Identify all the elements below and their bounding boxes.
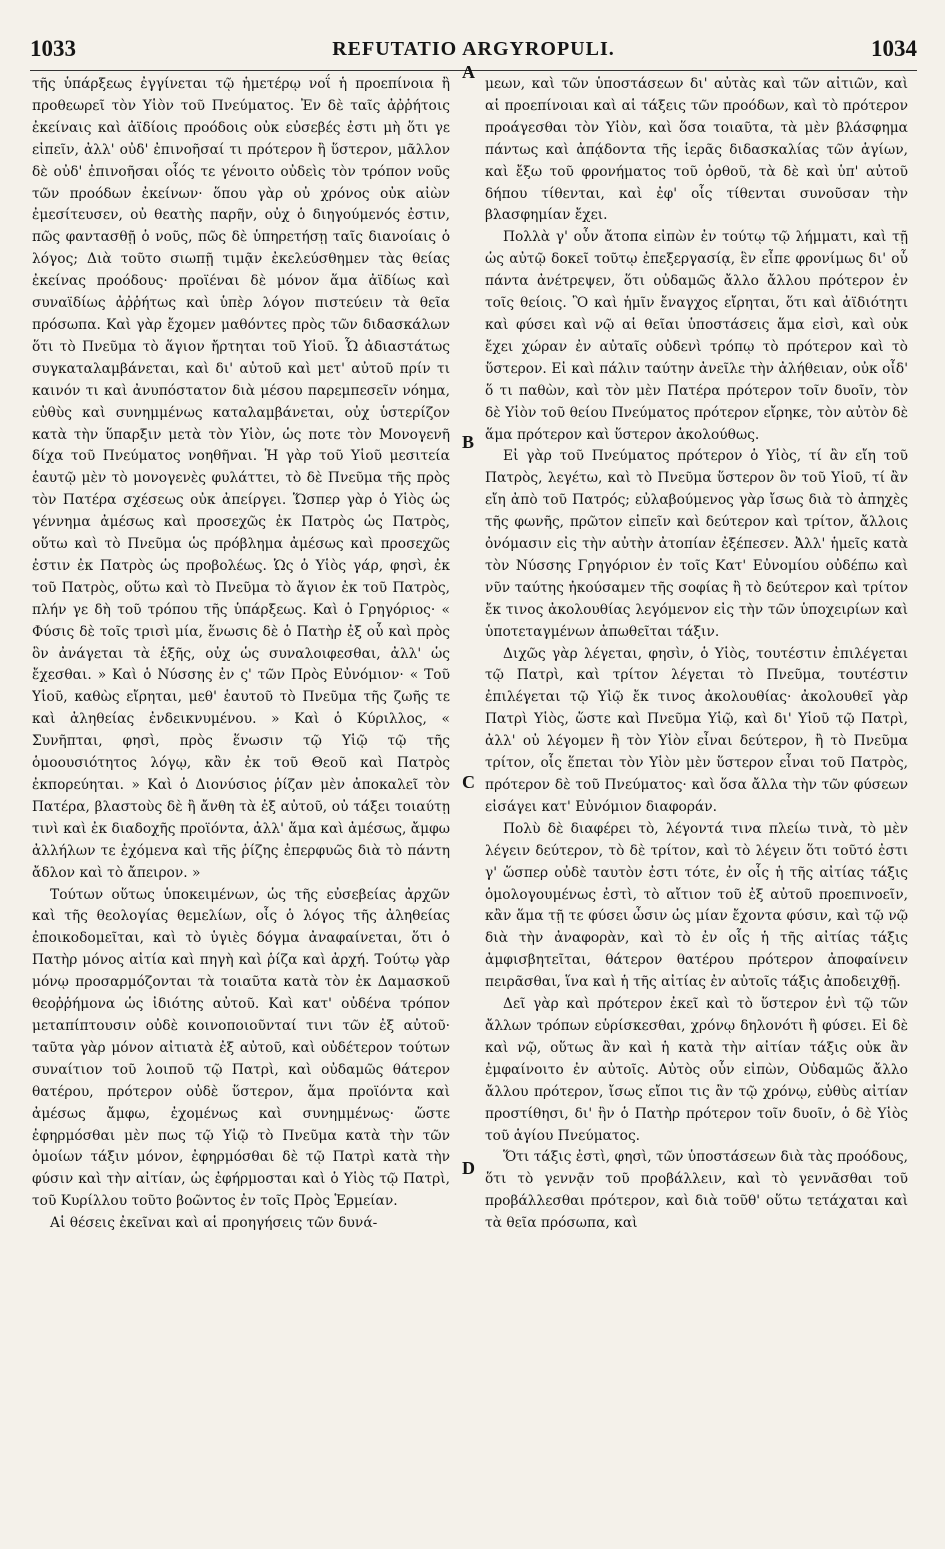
paragraph: Αἱ θέσεις ἐκεῖναι καὶ αἱ προηγήσεις τῶν δυνά- [50, 1215, 378, 1232]
page-number-left: 1033 [30, 36, 76, 61]
section-marker-b: B [462, 432, 475, 452]
paragraph: μεων, καὶ τῶν ὑποστάσεων δι' αὐτὰς καὶ τῶν αἰτιῶν, καὶ αἱ προεπίνοιαι καὶ αἱ τάξεις τῶν προόδων, καὶ τὸ πρότερον προάγεσθαι τὸν Υἱὸν, καὶ ὅσα τοιαῦτα, τὰ μὲν βλάσφημα πάντως καὶ ἀπᾴδοντα τῆς ἱερᾶς διδασκαλίας τῶν ἁγίων, καὶ ἔξω τοῦ φρονήματος τοῦ ὀρθοῦ, τὰ δὲ καὶ ὑπ' αὐτοῦ δήπου τίθενται, καὶ ἐφ' οἷς τίθενται συνοῦσαν τὴν βλασφημίαν ἔχει. [485, 76, 908, 224]
left-column [32, 74, 450, 1539]
paragraph: Τούτων οὕτως ὑποκειμένων, ὡς τῆς εὐσεβείας ἀρχῶν καὶ τῆς θεολογίας θεμελίων, οἷς ὁ λόγος τῆς ἀληθείας ἐποικοδομεῖται, καὶ τὸ ὑγιὲς δόγμα ἀναφαίνεται, ὅτι ὁ Πατὴρ μόνος αἰτία καὶ πηγὴ καὶ ῥίζα καὶ ἀρχή. Τούτῳ γὰρ μόνῳ προσαρμόζονται τὰ τοιαῦτα κατὰ τὸν ἐκ Δαμασκοῦ θεοῤῥήμονα ὡς ἰδιότης αὐτοῦ. Καὶ κατ' οὐδένα τρόπον μεταπίπτουσιν οὐδὲ κοινοποιοῦνταί τινι τῶν ἐξ αὐτοῦ· ταῦτα γὰρ μόνον αἰτιατὰ ἐξ αὐτοῦ, καὶ οὐδέτερον τούτων συναίτιον τοῦ λοιποῦ τῷ Πατρὶ, καὶ οὐδαμῶς θάτερον θατέρου, πρότερον οὐδὲ ὕστερον, ἅμα προϊόντα καὶ ἀμέσως ἄμφω, ἐχομένως καὶ συνημμένως· ὥστε ἐφηρμόσθαι μὲν πως τῷ Υἱῷ τὸ Πνεῦμα κατὰ τὴν τῶν ὁμοίων τάξιν μόνον, ἐφηρμόσθαι δὲ τῷ Πατρὶ κατὰ τὴν φύσιν καὶ τὴν αἰτίαν, ὡς ἐφήρμοσται καὶ ὁ Υἱὸς τῷ Πατρὶ, τοῦ Κυρίλλου τοῦτο βοῶντος ἐν τοῖς Πρὸς Ἑρμείαν. [32, 886, 450, 1210]
page-number-right: 1034 [871, 36, 917, 61]
right-column [485, 74, 908, 1539]
paragraph: Ὅτι τάξις ἐστὶ, φησὶ, τῶν ὑποστάσεων διὰ τὰς προόδους, ὅτι τὸ γεννᾷν τοῦ προβάλλειν, καὶ τὸ γεννᾶσθαι τοῦ προβάλλεσθαι πρότερον, καὶ διὰ τοῦθ' οὕτω τετάχαται καὶ τὰ θεῖα πρόσωπα, καὶ [485, 1149, 908, 1232]
running-title: REFUTATIO ARGYROPULI. [332, 38, 615, 60]
paragraph: τῆς ὑπάρξεως ἐγγίνεται τῷ ἡμετέρῳ νοΐ ἡ προεπίνοια ἢ προθεωρεῖ τὸν Υἱὸν τοῦ Πνεύματος. Ἐν δὲ ταῖς ἀῤῥήτοις ἐκείναις καὶ ἀϊδίοις προόδοις οὐκ εὐσεβές ἐστι μὴ ὅτι γε εἰπεῖν, ἀλλ' οὐδ' ἐπινοῆσαί τι πρότερον ἢ ὕστερον, μᾶλλον δὲ οὐδ' ἐπινοῆσαι οἷός τε γένοιτο οὐδεὶς τὸν τρόπον νοῦς τῶν προόδων ἐκείνων· ὅπου γὰρ οὐ χρόνος οὐκ αἰὼν ἐμεσίτευσεν, οὐ θεατὴς παρῆν, οὐχ ὁ διηγούμενός ἐστιν, πῶς φαντασθῇ ὁ νοῦς, πῶς δὲ ὑπηρετήσῃ ταῖς διανοίαις ὁ λόγος; Διὰ τοῦτο σιωπῇ τιμᾷν ἐκελεύσθημεν τὰς θείας ἐκείνας προόδους· προϊέναι δὲ μόνον ἅμα ἀϊδίως καὶ συναϊδίως ἀῤῥήτως καὶ ὑπὲρ λόγον πιστεύειν τὰ θεῖα πρόσωπα. Καὶ γὰρ ἔχομεν μαθόντες πρὸς τῶν διδασκάλων ὅτι τὸ Πνεῦμα τὸ ἅγιον ἤρτηται τοῦ Υἱοῦ. Ὧ ἀδιαστάτως συγκαταλαμβάνεται, καὶ δι' αὐτοῦ καὶ μετ' αὐτοῦ πρίν τι καινόν τι καὶ ἀνυπόστατον διὰ μέσου παρεμπεσεῖν νόημα, εὐθὺς καὶ συνημμένως καταλαμβάνεται, οὐχ ὑστερίζον κατὰ τὴν ὕπαρξιν μετὰ τὸν Υἱὸν, ὡς ποτε τὸν Μονογενῆ δίχα τοῦ Πνεύματος νοηθῆναι. Ἡ γὰρ τοῦ Υἱοῦ μεσιτεία ἑαυτῷ μὲν τὸ μονογενὲς φυλάττει, τὸ δὲ Πνεῦμα τῆς πρὸς τὸν Πατέρα σχέσεως οὐκ ἀπείργει. Ὥσπερ γὰρ ὁ Υἱὸς ὡς γέννημα ἀμέσως καὶ προσεχῶς ἐκ Πατρὸς ὡς Πατρὸς, οὕτω καὶ τὸ Πνεῦμα ὡς πρόβλημα ἀμέσως καὶ προσεχῶς ἐστιν ἐκ Πατρὸς ὡς προβολέως. Ὡς ὁ Υἱὸς γάρ, φησὶ, ἐκ τοῦ Πατρὸς, οὕτω καὶ τὸ Πνεῦμα τὸ ἅγιον ἐκ τοῦ Πατρὸς, πλήν γε δὴ τοῦ τρόπου τῆς ὑπάρξεως. Καὶ ὁ Γρηγόριος· « Φύσις δὲ τοῖς τρισὶ μία, ἕνωσις δὲ ὁ Πατὴρ ἐξ οὗ καὶ πρὸς ὃν ἀνάγεται τὰ ἑξῆς, οὐχ ὡς συναλοιφεσθαι, ἀλλ' ὡς ἔχεσθαι. » Καὶ ὁ Νύσσης ἐν ς' τῶν Πρὸς Εὐνόμιον· « Τοῦ Υἱοῦ, καθὼς εἴρηται, μεθ' ἑαυτοῦ τὸ Πνεῦμα τῆς ζωῆς τε καὶ ἀληθείας ἐνδεικνυμένου. » Καὶ ὁ Κύριλλος, « Συνῆπται, φησὶ, πρὸς ἕνωσιν τῷ Υἱῷ τῷ τῆς ὁμοουσιότητος λόγῳ, κἂν ἐκ τοῦ Θεοῦ καὶ Πατρὸς ἐκπορεύηται. » Καὶ ὁ Διονύσιος ῥίζαν μὲν ἀποκαλεῖ τὸν Πατέρα, βλαστοὺς δὲ ἢ ἄνθη τὰ ἐξ αὐτοῦ, οὐ τάξει τοιαύτῃ τινὶ καὶ ἐκ διαδοχῆς προϊόντα, ἀλλ' ἅμα καὶ ἀμέσως, ἄμφω ἀλλήλων τε ἐχόμενα καὶ τῆς ῥίζης ἐπερφυῶς διὰ τὸ πάντη ἄδλον καὶ τὸ ἄπειρον. » [32, 76, 450, 881]
paragraph: Εἰ γὰρ τοῦ Πνεύματος πρότερον ὁ Υἱὸς, τί ἂν εἴη τοῦ Πατρὸς, λεγέτω, καὶ τὸ Πνεῦμα ὕστερον ὂν τοῦ Υἱοῦ, τί ἂν εἴη ἀπὸ τοῦ Πατρός; εὐλαβούμενος γὰρ ἴσως διὰ τὸ ἀπηχὲς τῆς φωνῆς, πρῶτον εἰπεῖν καὶ δεύτερον καὶ τρίτον, ἄλλοις ὀνόμασιν εἰς τὴν αὐτὴν ἀτοπίαν ἐξέπεσεν. Ἀλλ' ἡμεῖς κατὰ τὸν Νύσσης Γρηγόριον ἐν τοῖς Κατ' Εὐνομίου οὐδέπω καὶ νῦν ταύτης ἠκούσαμεν τῆς σοφίας ἢ τὸ δεύτερον καὶ τρίτον ἔκ τινος ἀκολουθίας λεγόμενον εἰς τὴν τῶν ὑποχειρίων καὶ ὑποτεταγμένων ἀπωθεῖται τάξιν. [485, 448, 908, 640]
paragraph: Πολλὰ γ' οὖν ἄτοπα εἰπὼν ἐν τούτῳ τῷ λήμματι, καὶ τῇ ὡς αὐτῷ δοκεῖ τοῦτῳ ἐπεξεργασίᾳ, ἓν εἶπε φρονίμως δι' οὗ πάντα ἀνέτρεψεν, ὅτι οὐδαμῶς ἄλλο ἄλλου πρότερον ἐν τοῖς θείοις. Ὃ καὶ ἡμῖν ἔναγχος εἴρηται, ὅτι καὶ ἀϊδιότητι καὶ φύσει καὶ νῷ αἱ θεῖαι ὑποστάσεις ἅμα εἰσὶ, καὶ οὐκ ἔχει χώραν ἐν αὐταῖς οὐδενὶ τρόπῳ τὸ πρότερον καὶ τὸ ὕστερον. Εἰ καὶ πάλιν ταύτην ἀνεῖλε τὴν ἀλήθειαν, οὐκ οἶδ' ὅ τι παθὼν, καὶ τὸν μὲν Πατέρα πρότερον τοῖν δυοῖν, τὸν δὲ Υἱὸν τοῦ θείου Πνεύματος πρότερον εἴρηκε, τὸν αὐτὸν δὲ ἅμα πρότερον καὶ ὕστερον ἀκολούθως. [485, 229, 908, 443]
section-marker-d: D [462, 1158, 475, 1178]
section-marker-c: C [462, 772, 475, 792]
paragraph: Δεῖ γὰρ καὶ πρότερον ἐκεῖ καὶ τὸ ὕστερον ἑνὶ τῷ τῶν ἄλλων τρόπων εὑρίσκεσθαι, χρόνῳ δηλονότι ἢ φύσει. Εἰ δὲ καὶ νῷ, οὕτως ἂν καὶ ἡ κατὰ τὴν αἰτίαν τάξις οὐκ ἂν ἐμφαίνοιτο ἐν αὐτοῖς. Αὐτὸς οὖν εἰπὼν, Οὐδαμῶς ἄλλο ἄλλου πρότερον, ἴσως εἴποι τις ἂν τῷ χρόνῳ, εὐθὺς αἰτίαν προστίθησι, δι' ἣν ὁ Πατὴρ πρότερον τοῖν δυοῖν, ὁ δὲ Υἱὸς τοῦ ἁγίου Πνεύματος. [485, 996, 908, 1144]
paragraph: Διχῶς γὰρ λέγεται, φησὶν, ὁ Υἱὸς, τουτέστιν ἐπιλέγεται τῷ Πατρὶ, καὶ τρίτον λέγεται τὸ Πνεῦμα, τουτέστιν ἐπιλέγεται τῷ Υἱῷ ἔκ τινος ἀκολουθίας· ἀκολουθεῖ γὰρ Πατρὶ Υἱὸς, ὥστε καὶ Πνεῦμα Υἱῷ, καὶ δι' Υἱοῦ τῷ Πατρὶ, ἀλλ' οὐ λέγομεν ἢ τὸν Υἱὸν εἶναι δεύτερον, ἢ τὸ Πνεῦμα τρίτον, οἷς ἕπεται τὸν Υἱὸν μὲν ὕστερον εἶναι τοῦ Πατρὸς, πρότερον δὲ τοῦ Πνεύματος· καὶ ὅσα ἄλλα τὴν τῶν φύσεων εἰσάγει κατ' Εὐνόμιον διαφοράν. [485, 645, 908, 815]
paragraph: Πολὺ δὲ διαφέρει τὸ, λέγοντά τινα πλείω τινὰ, τὸ μὲν λέγειν δεύτερον, τὸ δὲ τρίτον, καὶ τὸ λέγειν ὅτι τοῦτό ἐστι γ' ὥσπερ οὐδὲ ταυτὸν ἐστι τότε, ἐν οἷς ἡ τῆς αἰτίας τάξις ὁμολογουμένως ἐστὶ, τὸ αἴτιον τοῦ ἐξ αὐτοῦ προεπινοεῖν, κἂν ἅμα τῇ τε φύσει ὦσιν ὡς μίαν ἔχοντα φύσιν, καὶ τῷ νῷ διὰ τὴν ἀναφορὰν, καὶ τὸ ἐν οἷς ἡ τῆς αἰτίας τάξις ἀμφισβητεῖται, θάτερον θατέρου πρότερον ἀποφαίνειν πειρᾶσθαι, ἵνα καὶ ἡ τῆς αἰτίας ἐν αὐτοῖς τάξις ἀποδειχθῇ. [485, 820, 908, 991]
section-marker-a: A [462, 62, 475, 82]
